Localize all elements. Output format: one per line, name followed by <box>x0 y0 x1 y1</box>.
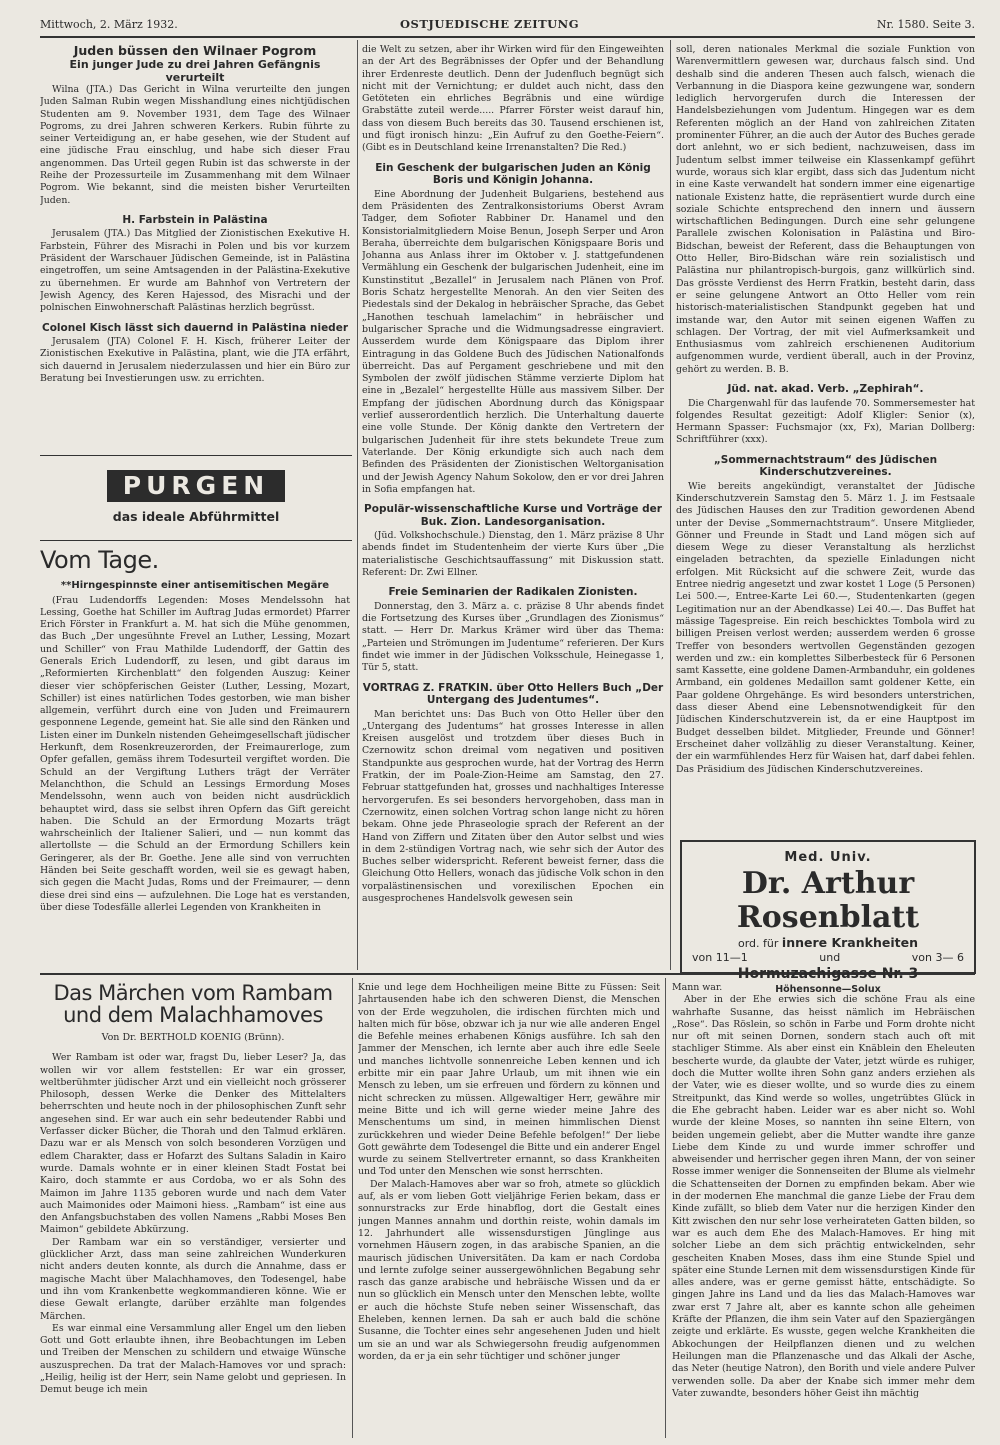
maerchen-paragraph: Aber in der Ehe erwies sich die schöne Frau als eine wahrhafte Susanne, das heisst nämlich im Hebräischen „Rose“. Das Röslein, so schön in Farbe und Form drohte nicht nur oft mit seinen Dornen, sondern stach auch oft mit stachliger Stimme. Als aber einst ein Knäblein den Eheleuten bescherte wurde, da glaubte der Vater, jetzt würde es ruhiger, doch die Mutter wollte ihren Sohn ganz anders erziehen als der Vater, wie es dieser wollte, und so wurde dies zu einem Streitpunkt, das Kind werde so wolles, ungetrübtes Glück in die Ehe gebracht haben. Leider war es aber nicht so. Wohl wurde der kleine Moses, so nannten ihn seine Eltern, von beiden ungemein geliebt, aber die Mutter wandte ihre ganze Liebe dem Kinde zu und wurde immer schroffer und abweisender und herrischer gegen ihren Mann, der von seiner Rosse immer weniger die Sonnenseiten der Blume als vielmehr die Schattenseiten der Dornen zu empfinden bekam. Aber wie in der modernen Ehe manchmal die ganze Liebe der Frau dem Kinde zufällt, so blieb dem Vater nur die herzigen Kinder den Kitt zwischen den nur sehr lose verheirateten Gatten bilden, so war es auch dem Ehe des Malach-Hamoves. Er hing mit solcher Liebe an dem sich prächtig entwickelnden, sehr gescheiten Knaben Moses, dass ihm eine Stunde Spiel und später eine Stunde Lernen mit dem wissensdurstigen Kinde für alles andere, was er gerne gemisst hätte, entschädigte. So gingen Jahre ins Land und da lies das Malach-Hamoves war zwar erst 7 Jahre alt, aber es kannte schon alle geheimen Kräfte der Pflanzen, die ihm sein Vater auf den Spaziergängen zeigte und erklärte. Es wusste, gegen welche Krankheiten die Abkochungen der Heilpflanzen dienen und zu welchen Heilungen man die Pflanzenasche und das Alkali der Asche, das Neter (heutige Natron), den Borith und viele andere Pulver verwenden solle. Da aber der Knabe sich immer mehr dem Vater zuwandte, besonders höher Geist ihn mächtig <box>672 994 975 1399</box>
maerchen-paragraph: Es war einmal eine Versammlung aller Engel um den lieben Gott und Gott erlaubte ihnen, ihre Beobachtungen im Leben und Treiben der Menschen zu schildern und etwaige Wünsche auszusprechen. Da trat der Malach-Hamoves vor und sprach: „Heilig, heilig ist der Herr, sein Name gelobt und gepriesen. In Demut beuge ich mein <box>40 1322 346 1396</box>
column-2-upper <box>362 44 664 968</box>
doctor-title: Med. Univ. <box>784 850 872 865</box>
doctor-name: Dr. Arthur Rosenblatt <box>736 866 920 935</box>
article-continuation: die Welt zu setzen, aber ihr Wirken wird für den Eingeweihten an der Art des Begräbnisses der Opfer und der Behandlung ihrer Erdenreste deutlich. Denn der Judenfluch begnügt sich nicht mit der Vernichtung; er duldet auch nicht, dass den Getöteten ein ehrliches Begräbnis und eine würdige Grabstätte zuteil werde..... Pfarrer Förster weist darauf hin, dass von diesem Buch bereits das 30. Tausend erschienen ist, und fügt ironisch hinzu: „Ein Aufruf zu den Goethe-Feiern“. (Gibt es in Deutschland keine Irrenanstalten? Die Red.) <box>362 44 664 154</box>
headline-kurse: Populär-wissenschaftliche Kurse und Vorträge der Buk. Zion. Landesorganisation. <box>364 503 662 528</box>
article-seminarien: Donnerstag, den 3. März a. c. präzise 8 Uhr abends findet die Fortsetzung des Kurses über „Grundlagen des Zionismus“ statt. — Herr Dr. Markus Krämer wird über das Thema: „Parteien und Strömungen im Judentume“ referieren. Der Kurs findet wie immer in der Jüdischen Volksschule, Heinegasse 1, Tür 5, statt. <box>362 600 664 674</box>
doctor-extra: Höhensonne—Solux <box>775 984 881 995</box>
headline-sommernachtstraum: „Sommernachtstraum“ des Jüdischen Kinderschutzvereines. <box>713 453 938 479</box>
headline-kisch: Colonel Kisch lässt sich dauernd in Palästina nieder <box>41 321 349 334</box>
headline-bulgarien: Ein Geschenk der bulgarischen Juden an König Boris und Königin Johanna. <box>375 161 651 187</box>
column-1-upper <box>40 44 350 452</box>
issue-number: Nr. 1580. Seite 3. <box>876 18 975 31</box>
headline-farbstein: H. Farbstein in Palästina <box>122 213 268 226</box>
headline-vortrag: VORTRAG Z. FRATKIN. über Otto Hellers Buch „Der Untergang des Judentumes“. <box>362 681 664 707</box>
purgen-logo: PURGEN <box>107 470 285 502</box>
article-kurse: (Jüd. Volkshochschule.) Dienstag, den 1. März präzise 8 Uhr abends findet im Studentenheim der vierte Kurs über „Die materialistische Geschichtsauffassung“ mit Diskussion statt. Referent: Dr. Zwi Ellner. <box>362 530 664 578</box>
section-rule <box>40 540 352 541</box>
maerchen-paragraph: Wer Rambam ist oder war, fragst Du, lieber Leser? Ja, das wollen wir vor allem feststellen: Er war ein grosser, weltberühmter jüdischer Arzt und ein vielleicht noch grösserer Philosoph, dessen Werke die Denker des Mittelalters beherrschten und heute noch in der philosophischen Zunft sehr angesehen sind. Er war auch ein sehr bedeutender Rabbi und Verfasser dicker Bücher, die Thorah und den Talmud erklären. Dazu war er als Mensch von solch besonderen Vorzügen und edlem Charakter, dass er Hofarzt des Sultans Saladin in Kairo wurde. Damals wohnte er in einer kleinen Stadt Fostat bei Kairo, doch stammte er aus Cordoba, wo er als Sohn des Maimon im Jahre 1135 geboren wurde und nach dem Vater auch Maimonides oder Maimoni hiess. „Rambam“ ist eine aus den Anfangsbuchstaben des vollen Namens „Rabbi Moses Ben Maimon“ gebildete Abkürzung. <box>40 1052 346 1236</box>
newspaper-name: OSTJUEDISCHE ZEITUNG <box>400 17 580 31</box>
maerchen-paragraph: Knie und lege dem Hochheiligen meine Bitte zu Füssen: Seit Jahrtausenden habe ich den schweren Dienst, die Menschen von der Erde wegzuholen, die irdischen fürchten mich und halten mich für böse, obzwar ich ja nur wie alle anderen Engel die Befehle meines erhabenen Königs ausführe. Ich sah den Jammer der Menschen, ich lernte aber auch ihre edle Seele und manches lichtvolle sonnenreiche Leben kennen und ich erbitte mir ein paar Jahre Urlaub, um mit ihnen wie ein Mensch zu leben, um sie erfreuen und fördern zu können und nicht schrecken zu müssen. Allgewaltiger Herr, gewähre mir meine Bitte und ich will gerne wieder meine Jahre des Menschentums um sind, in meinen himmlischen Dienst zurückkehren und wieder Deine Befehle befolgen!“ Der liebe Gott gewährte dem Todesengel die Bitte und ein anderer Engel wurde zu seinem Stellvertreter ernannt, so dass Krankheiten und Tod unter den Menschen wie sonst herrschten. <box>358 982 660 1178</box>
page-header <box>40 14 975 38</box>
column-rule <box>352 978 353 1438</box>
article-vortrag-continuation: soll, deren nationales Merkmal die soziale Funktion von Warenvermittlern gewesen war, durchaus falsch sind. Und deshalb sind die anderen Thesen auch falsch, wienach die Verbannung in die Diaspora keine gezwungene war, sondern lediglich hervorgerufen durch die Interessen der Handelsbeziehungen vom Judentum. Hingegen war es dem Referenten möglich an der Hand von zahlreichen Zitaten prominenter Führer, an die auch der Autor des Buches gerade dort anlehnt, wo er sich bedient, nachzuweisen, dass im Judentum selbst immer teilweise ein Klassenkampf geführt wurde, woraus sich klar ergibt, dass sich das Judentum nicht in eine Kaste verwandelt hat sondern immer eine eigenartige nationale Existenz hatte, die repräsentiert wurde durch eine soziale Schichte entsprechend den innern und äussern wirtschaftlichen Bedingungen. Durch eine sehr gelungene Parallele zwischen Kolonisation in Palästina und Biro-Bidschan, beweist der Referent, dass die Behauptungen von Otto Heller, Biro-Bidschan wäre rein sozialistisch und Palästina nur philantropisch-burgois, ganz willkürlich sind. Das grösste Verdienst des Herrn Fratkin, besteht darin, dass er seine gelungene Antwort an Otto Heller vom rein historisch-materialistischen Standpunkt gegeben hat und imstande war, den Autor mit seinen eigenen Waffen zu schlagen. Der Vortrag, der mit viel Aufmerksamkeit und Enthusiasmus vom zahlreich erschienenen Auditorium aufgenommen wurde, verdient überall, auch in der Provinz, gehört zu werden. B. B. <box>676 44 975 375</box>
issue-date: Mittwoch, 2. März 1932. <box>40 18 178 31</box>
maerchen-column-2 <box>358 982 660 1438</box>
subheadline-wilna: Ein junger Jude zu drei Jahren Gefängnis verurteilt <box>69 58 321 84</box>
maerchen-column-1 <box>40 982 346 1438</box>
article-vortrag: Man berichtet uns: Das Buch von Otto Heller über den „Untergang des Judentums“ hat grosses Interesse in allen Kreisen ausgelöst und trotzdem über dieses Buch in Czernowitz schon dreimal vom negativen und positiven Standpunkte aus gesprochen wurde, hat der Vortrag des Herrn Fratkin, der im Poale-Zion-Heime am Samstag, den 27. Februar stattgefunden hat, grosses und nachhaltiges Interesse hervorgerufen. Es sei besonders hervorgehoben, dass man in Czernowitz, einen solchen Vortrag schon lange nicht zu hören bekam. Ohne jede Phraseologie sprach der Referent an der Hand von Ziffern und Zitaten über den Autor selbst und wies in dem 2-stündigen Vortrag nach, wie sehr sich der Autor des Buches selber widerspricht. Referent beweist ferner, dass die Gleichung Otto Hellers, wonach das jüdische Volk schon in den vorpalästinensischen und vorexilischen Epochen ein ausgesprochenes Handelsvolk gewesen sein <box>362 708 664 905</box>
article-zephirah: Die Chargenwahl für das laufende 70. Sommersemester hat folgendes Resultat gezeitigt: Adolf Kligler: Senior (x), Hermann Spasser: Fuchsmajor (xx, Fx), Marian Dollberg: Schriftführer (xxx). <box>676 397 975 446</box>
purgen-advertisement <box>46 462 346 534</box>
article-kisch: Jerusalem (JTA) Colonel F. H. Kisch, früherer Leiter der Zionistischen Exekutive in Palästina, plant, wie die JTA erfährt, sich dauernd in Jerusalem niederzulassen und hier ein Büro zur Beratung bei Investierungen usw. zu errichten. <box>40 336 350 384</box>
section-rule <box>40 455 352 456</box>
maerchen-column-3 <box>672 982 975 1438</box>
article-sommernachtstraum: Wie bereits angekündigt, veranstaltet der Jüdische Kinderschutzverein Samstag den 5. März 1. J. im Festsaale des Jüdischen Hauses den zur Tradition gewordenen Abend unter der Devise „Sommernachtstraum“. Unsere Mitglieder, Gönner und Freunde in Stadt und Land mögen sich auf diesem Wege zu dieser Veranstaltung als herzlichst eingeladen betrachten, da spezielle Einladungen nicht erfolgen. Mit Rücksicht auf die schwere Zeit, wurde das Entree niedrig angesetzt und zwar kostet 1 Loge (5 Personen) Lei 500.—, Entree-Karte Lei 60.—, Studentenkarten (gegen Legitimation nur an der Abendkasse) Lei 40.—. Das Buffet hat mässige Tagespreise. Ein reich beschicktes Tombola wird zu billigen Preisen verlost werden; ausserdem werden 6 grosse Treffer von besonders wertvollen Gegenständen gezogen werden und zw.: ein komplettes Silberbesteck für 6 Personen samt Kassette, eine goldene Damen-Armbanduhr, ein goldenes Armband, ein goldenes Medaillon samt goldener Kette, ein Paar goldene Ohrgehänge. Es wird besonders unterstrichen, dass dieser Abend eine Lebensnotwendigkeit für den Jüdischen Kinderschutzverein ist, da er eine Hauptpost im Budget desselben bildet. Mitglieder, Freunde und Gönner! Erscheinet daher vollzählig zu dieser Veranstaltung. Keiner, der ein warmfühlendes Herz für Waisen hat, darf dabei fehlen. Das Präsidium des Jüdischen Kinderschutzvereines. <box>676 480 975 775</box>
section-title-vom-tage: Vom Tage. <box>40 546 159 574</box>
column-rule <box>357 40 358 970</box>
maerchen-paragraph: Mann war. <box>672 982 723 993</box>
doctor-hours: von 11—1 und von 3— 6 <box>692 951 964 964</box>
headline-wilna: Juden büssen den Wilnaer Pogrom <box>73 44 317 58</box>
doctor-specialty: ord. für innere Krankheiten <box>738 935 918 950</box>
doctor-address: Hormuzachigasse Nr. 3 <box>737 966 919 982</box>
headline-megaere: **Hirngespinnste einer antisemitischen Megäre <box>60 580 330 591</box>
maerchen-byline: Von Dr. BERTHOLD KOENIG (Brünn). <box>101 1032 285 1043</box>
maerchen-title: Das Märchen vom Rambam und dem Malachhamoves <box>53 982 333 1027</box>
article-wilna: Wilna (JTA.) Das Gericht in Wilna verurteilte den jungen Juden Salman Rubin wegen Misshandlung eines nichtjüdischen Studenten am 9. November 1931, dem Tage des Wilnaer Pogroms, zu drei Jahren schweren Kerkers. Rubin führte zu seiner Verteidigung an, er habe gesehen, wie der Student auf eine jüdische Frau einschlug, und habe sich dieser Frau angenommen. Das Urteil gegen Rubin ist das schwerste in der Reihe der Prozessurteile im Zusammenhang mit dem Wilnaer Pogrom. Wie bekannt, sind die meisten bisher Verurteilten Juden. <box>40 84 350 206</box>
article-megaere: (Frau Ludendorffs Legenden: Moses Mendelssohn hat Lessing, Goethe hat Schiller im Auftrag Judas ermordet) Pfarrer Erich Förster in Frankfurt a. M. hat sich die Mühe genommen, das Buch „Der ungesühnte Frevel an Luther, Lessing, Mozart und Schiller“ von Frau Mathilde Ludendorff, der Gattin des Generals Erich Ludendorff, zu lesen, und gibt daraus im „Reformierten Kirchenblatt“ den folgenden Auszug: Keiner dieser vier schöpferischen Geister (Luther, Lessing, Mozart, Schiller) ist eines natürlichen Todes gestorben, wie man bisher allgemein, verführt durch eine von Juden und Freimaurern gesponnene Legende, gemeint hat. Sie alle sind den Ränken und Listen einer im Dunkeln nistenden Geheimgesellschaft jüdischer Herkunft, dem Rosenkreuzerorden, der Freimaurerloge, zum Opfer gefallen, gemäss ihrem Todesurteil vergiftet worden. Die Schuld an der Vergiftung Luthers trägt der Verräter Melanchthon, die Schuld an Lessings Ermordung Moses Mendelssohn, wenn auch von beiden nicht ausdrücklich behauptet wird, dass sie selbst ihren Opfern das Gift gereicht haben. Die Schuld an der Ermordung Mozarts trägt wahrscheinlich der Italiener Salieri, und — nun kommt das allertollste — die Schuld an der Ermordung Schillers kein Geringerer, als der Br. Goethe. Jene alle sind von verruchten Händen bei Seite geschafft worden, weil sie es gewagt haben, sich gegen die Macht Judas, Roms und der Freimaurer, — denn diese drei sind eins — aufzulehnen. Die Loge hat es verstanden, über diese Todesfälle allerlei Legenden von Krankheiten in <box>40 594 350 913</box>
column-rule <box>665 978 666 1438</box>
article-bulgarien: Eine Abordnung der Judenheit Bulgariens, bestehend aus dem Präsidenten des Zentralkonsistoriums Oberst Avram Tadger, dem Sofioter Rabbiner Dr. Hanamel und den Konsistorialmitgliedern Moise Benun, Joseph Serper und Aron Beraha, überreichte dem bulgarischen Königspaare Boris und Johanna aus Anlass ihrer im Oktober v. J. stattgefundenen Vermählung ein Geschenk der bulgarischen Judenheit, eine im Kunstinstitut „Bezallel“ in Jerusalem nach Plänen von Prof. Boris Schatz hergestellte Menorah. An den vier Seiten des Piedestals sind der Dekalog in hebräischer Sprache, das Gebet „Hanothen teschuah lamelachim“ in hebräischer und bulgarischer Sprache und die Widmungsadresse eingraviert. Ausserdem wurde dem Königspaare das Diplom ihrer Eintragung in das Goldene Buch des Jüdischen Nationalfonds überreicht. Das auf Pergament geschriebene und mit den Symbolen der zwölf jüdischen Stämme verzierte Diplom hat eine in „Bezalel“ hergestellte Hülle aus massivem Silber. Der Empfang der jüdischen Abordnung durch das Königspaar verlief ausserordentlich herzlich. Die Unterhaltung dauerte eine volle Stunde. Der König dankte den Vertretern der bulgarischen Judenheit für ihre stets bekundete Treue zum Vaterlande. Der König erkundigte sich auch nach dem Befinden des Präsidenten der Zionistischen Weltorganisation und der Jewish Agency Nahum Sokolow, den er vor drei Jahren in Sofia empfangen hat. <box>362 188 664 495</box>
column-rule <box>670 40 671 970</box>
purgen-slogan: das ideale Abführmittel <box>112 509 280 524</box>
column-3-upper <box>676 44 975 832</box>
headline-zephirah: Jüd. nat. akad. Verb. „Zephirah“. <box>727 383 924 396</box>
maerchen-paragraph: Der Rambam war ein so verständiger, versierter und glücklicher Arzt, dass man seine zahlreichen Wunderkuren nicht anders deuten konnte, als durch die Annahme, dass er magische Macht über Malachhamoves, den Todesengel, habe und ihn vom Krankenbette wegkommandieren könne. Wie er diese Gewalt erlangte, darüber erzählte man folgendes Märchen. <box>40 1236 346 1322</box>
article-farbstein: Jerusalem (JTA.) Das Mitglied der Zionistischen Exekutive H. Farbstein, Führer des Misrachi in Polen und bis vor kurzem Präsident der Warschauer Jüdischen Gemeinde, ist in Palästina eingetroffen, um seine Amtsagenden in der Palästina-Exekutive zu übernehmen. Er wurde am Bahnhof von Vertretern der Jewish Agency, des Keren Hajessod, des Misrachi und der polnischen Einwohnerschaft Palästinas herzlich begrüsst. <box>40 228 350 314</box>
column-1-vom-tage <box>40 580 350 968</box>
headline-seminarien: Freie Seminarien der Radikalen Zionisten. <box>388 586 638 599</box>
maerchen-paragraph: Der Malach-Hamoves aber war so froh, atmete so glücklich auf, als er vom lieben Gott vieljährige Ferien bekam, dass er sonnurstracks zur Erde hinabflog, dort die Gestalt eines jungen Mannes annahm und dorthin reiste, wohin damals im 12. Jahrhundert alle wissensdurstigen Jünglinge aus vornehmen Häusern zogen, in das arabische Spanien, an die maurisch jüdischen Universitäten. Da kam er nach Cordoba und lernte zufolge seiner aussergewöhnlichen Begabung sehr rasch das ganze arabische und hebräische Wissen und da er nun so glücklich ein Mensch unter den Menschen lebte, wollte er auch die höchste Stufe neben seiner Wissenschaft, das Eheleben, kennen lernen. Da sah er auch bald die schöne Susanne, die Tochter eines sehr angesehenen Juden und hielt um sie an und war als Schwiegersohn freudig aufgenommen worden, da er ja ein sehr tüchtiger und schöner junger <box>358 1178 660 1362</box>
